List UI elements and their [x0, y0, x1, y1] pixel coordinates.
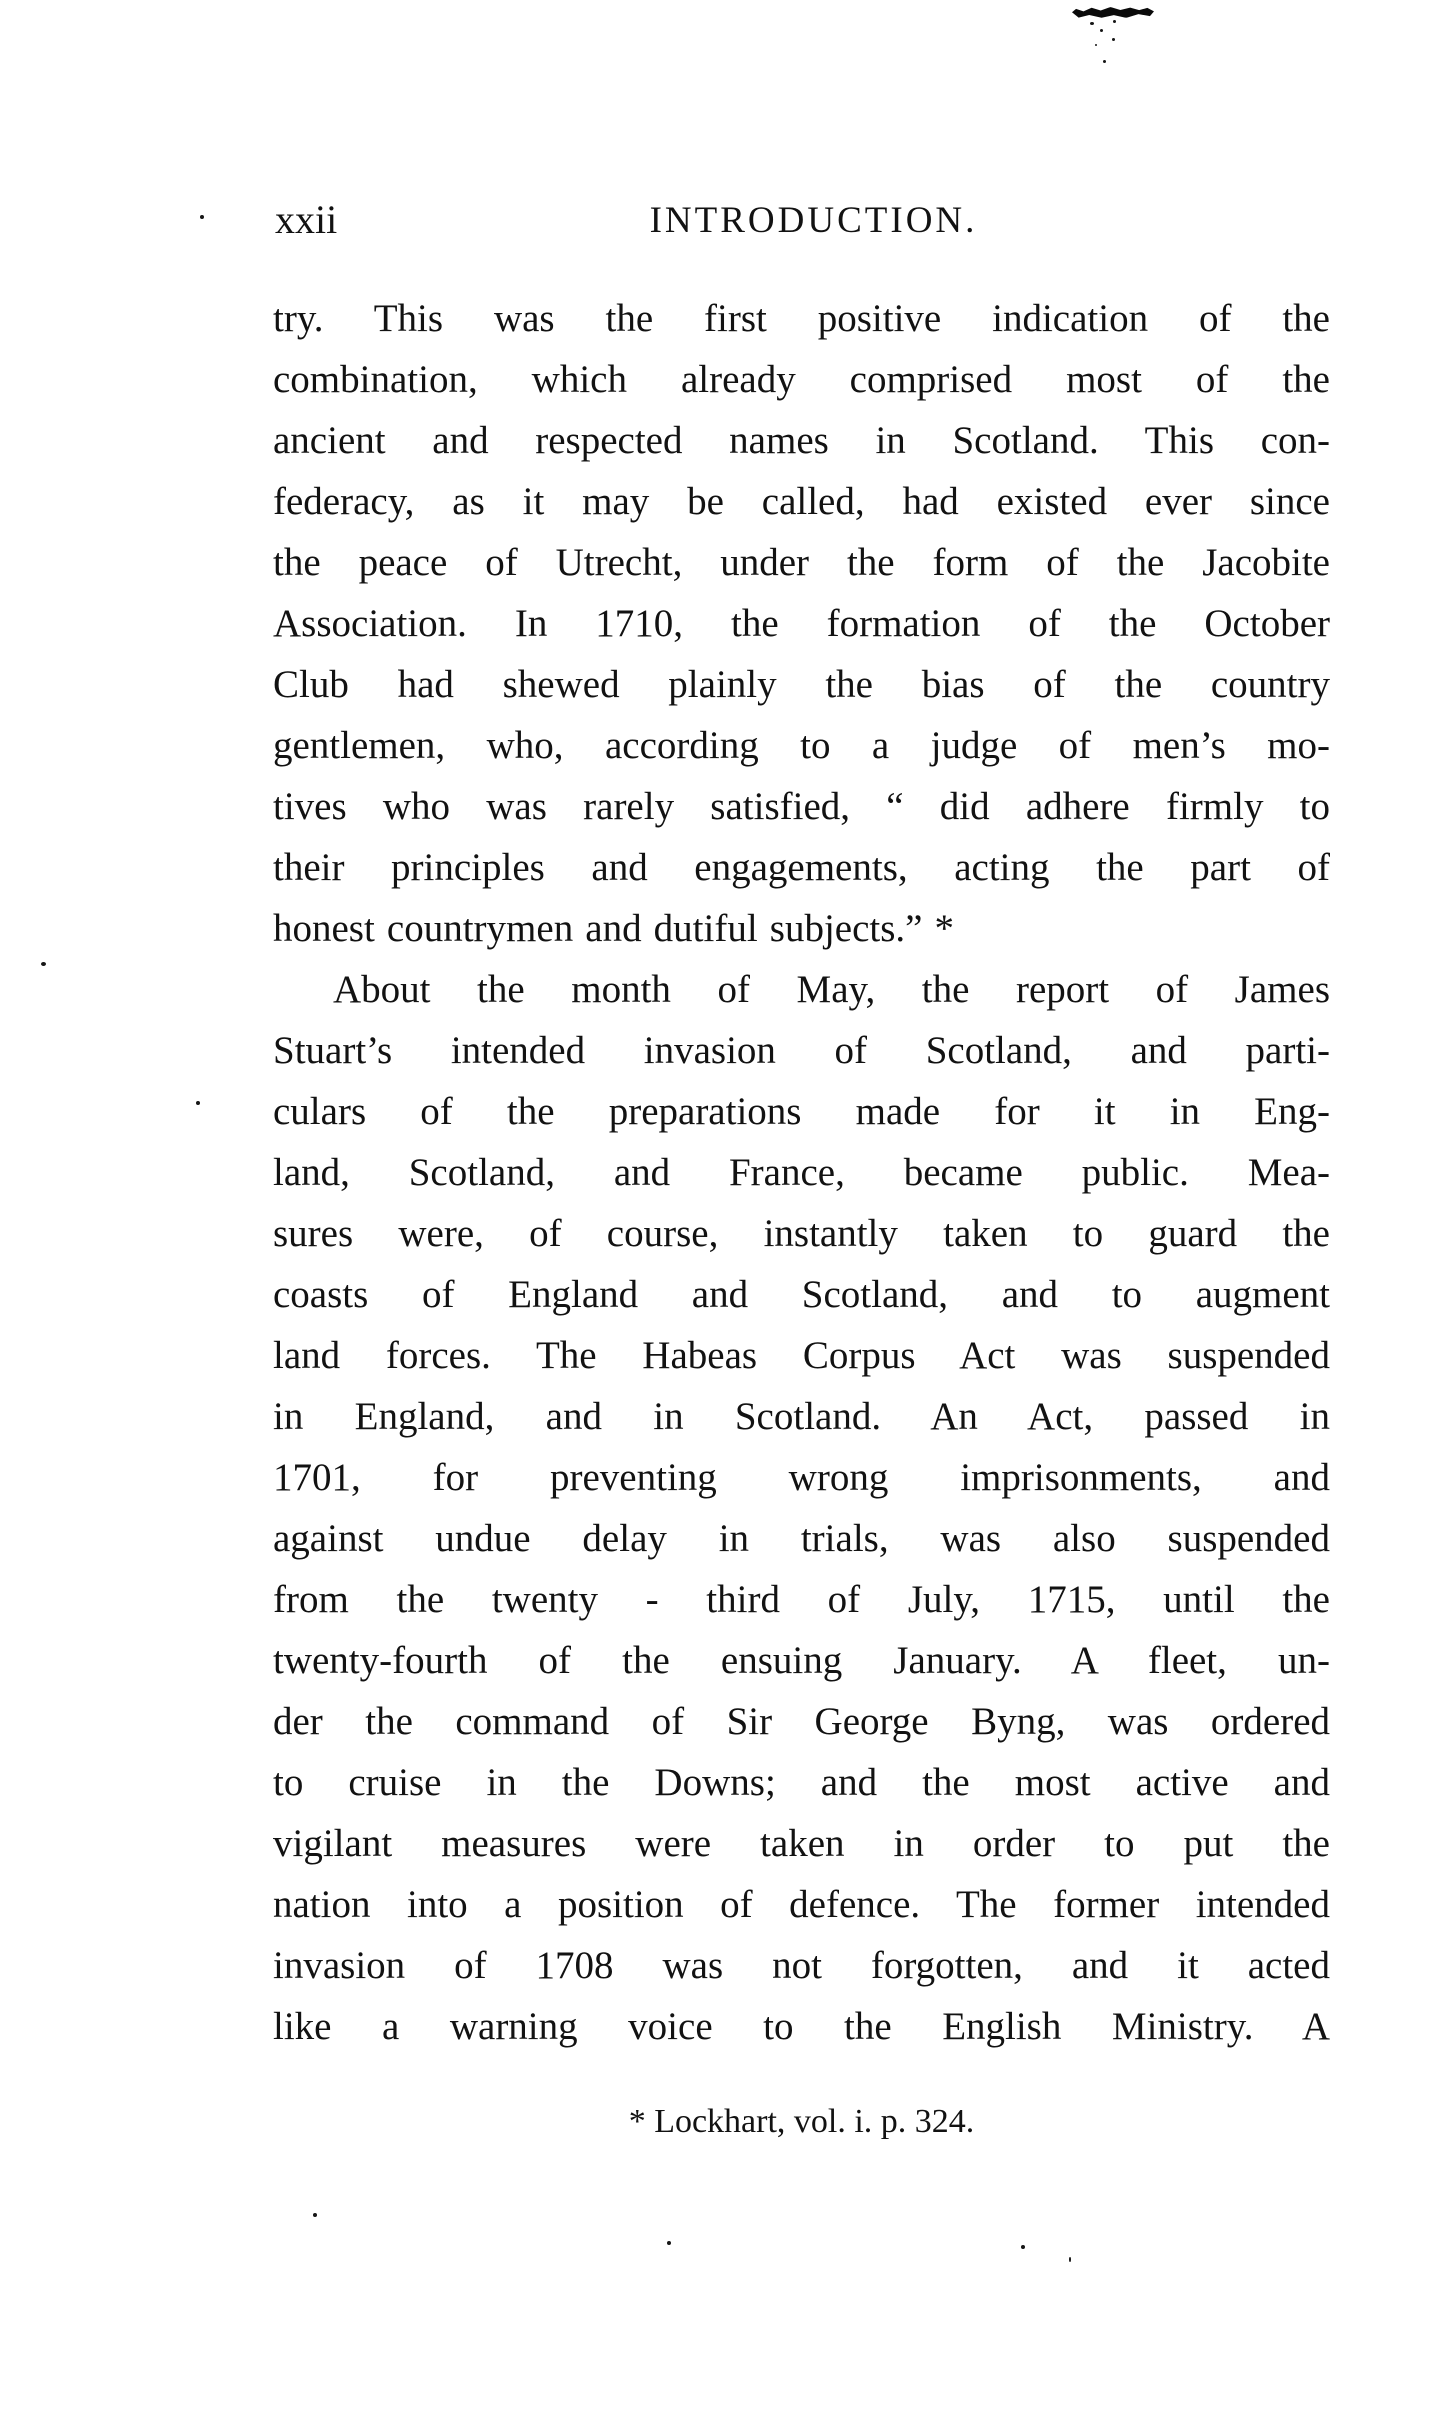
scan-speck — [1100, 29, 1103, 32]
text-line: in England, and in Scotland. An Act, passed in — [273, 1395, 1330, 1438]
scan-speck — [667, 2241, 671, 2245]
scan-speck — [200, 215, 204, 219]
text-line: from the twenty - third of July, 1715, until the — [273, 1578, 1330, 1621]
text-line: Association. In 1710, the formation of the October — [273, 602, 1330, 645]
text-line: ancient and respected names in Scotland. This con- — [273, 419, 1330, 462]
scan-speck — [1112, 38, 1115, 41]
text-line: 1701, for preventing wrong imprisonments, and — [273, 1456, 1330, 1499]
text-line: twenty-fourth of the ensuing January. A fleet, un- — [273, 1639, 1330, 1682]
text-line: Club had shewed plainly the bias of the country — [273, 663, 1330, 706]
text-line: sures were, of course, instantly taken to guard the — [273, 1212, 1330, 1255]
page-title: INTRODUCTION. — [649, 200, 978, 241]
text-line: der the command of Sir George Byng, was ordered — [273, 1700, 1330, 1743]
text-line: land forces. The Habeas Corpus Act was suspended — [273, 1334, 1330, 1377]
text-line: like a warning voice to the English Ministry. A — [273, 2005, 1330, 2048]
scan-speck — [1103, 60, 1106, 63]
scan-speck — [313, 2213, 317, 2217]
paragraph — [273, 288, 1330, 959]
text-line: combination, which already comprised most of the — [273, 358, 1330, 401]
text-line: nation into a position of defence. The former intended — [273, 1883, 1330, 1926]
text-line: honest countrymen and dutiful subjects.” * — [273, 907, 955, 950]
scan-speck — [1090, 22, 1094, 25]
text-line: culars of the preparations made for it in Eng- — [273, 1090, 1330, 1133]
text-line: Stuart’s intended invasion of Scotland, and parti- — [273, 1029, 1330, 1072]
text-line: tives who was rarely satisfied, “ did adhere firmly to — [273, 785, 1330, 828]
scan-speck — [196, 1101, 200, 1105]
footnote: * Lockhart, vol. i. p. 324. — [628, 2103, 975, 2140]
text-line: the peace of Utrecht, under the form of the Jacobite — [273, 541, 1330, 584]
page-header — [273, 196, 1330, 248]
ink-smudge — [1072, 6, 1154, 18]
text-line: invasion of 1708 was not forgotten, and it acted — [273, 1944, 1330, 1987]
text-line: federacy, as it may be called, had existed ever since — [273, 480, 1330, 523]
text-line: land, Scotland, and France, became public. Mea- — [273, 1151, 1330, 1194]
text-line: coasts of England and Scotland, and to augment — [273, 1273, 1330, 1316]
scan-speck — [1069, 2257, 1071, 2262]
paragraph — [273, 959, 1330, 2057]
scan-speck — [1021, 2245, 1025, 2249]
scan-speck — [1095, 44, 1097, 46]
text-line: to cruise in the Downs; and the most active and — [273, 1761, 1330, 1804]
page-body — [273, 288, 1330, 2057]
page-number: xxii — [275, 197, 338, 242]
scan-speck — [1113, 20, 1116, 23]
text-line: vigilant measures were taken in order to put the — [273, 1822, 1330, 1865]
text-line: against undue delay in trials, was also suspended — [273, 1517, 1330, 1560]
text-line: About the month of May, the report of James — [333, 968, 1330, 1011]
text-line: gentlemen, who, according to a judge of men’s mo- — [273, 724, 1330, 767]
scan-speck — [41, 962, 46, 966]
text-line: their principles and engagements, acting the part of — [273, 846, 1330, 889]
text-line: try. This was the first positive indication of the — [273, 297, 1330, 340]
